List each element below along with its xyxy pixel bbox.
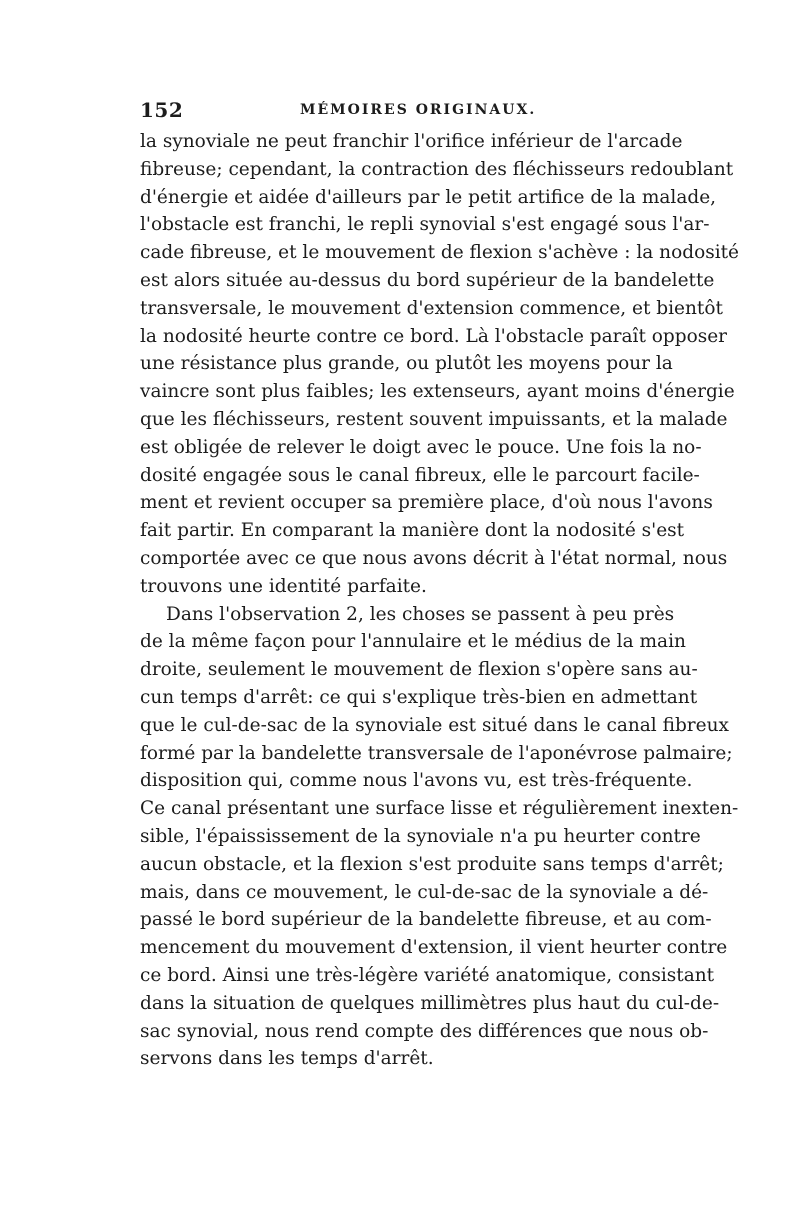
paragraph-start-line: Dans l'observation 2, les choses se passent à peu près [166, 603, 675, 625]
text-line: est obligée de relever le doigt avec le pouce. Une fois la no- [140, 436, 702, 458]
text-line: disposition qui, comme nous l'avons vu, est très-fréquente. [140, 770, 693, 792]
text-line: de la même façon pour l'annulaire et le médius de la main [140, 631, 686, 653]
running-head [140, 98, 660, 122]
text-line: mais, dans ce mouvement, le cul-de-sac de la synoviale a dé- [140, 881, 709, 903]
paragraph-end-line: trouvons une identité parfaite. [140, 575, 427, 597]
text-line: formé par la bandelette transversale de l'aponévrose palmaire; [140, 742, 733, 764]
body-text [140, 128, 740, 1073]
text-line: cun temps d'arrêt: ce qui s'explique très-bien en admettant [140, 686, 698, 708]
text-line: droite, seulement le mouvement de flexion s'opère sans au- [140, 659, 698, 681]
text-line: transversale, le mouvement d'extension commence, et bientôt [140, 297, 723, 319]
text-line: vaincre sont plus faibles; les extenseurs, ayant moins d'énergie [140, 381, 735, 403]
text-line: passé le bord supérieur de la bandelette fibreuse, et au com- [140, 909, 712, 931]
text-line: la nodosité heurte contre ce bord. Là l'obstacle paraît opposer [140, 325, 728, 347]
text-line: mencement du mouvement d'extension, il vient heurter contre [140, 937, 728, 959]
text-line: est alors située au-dessus du bord supérieur de la bandelette [140, 269, 715, 291]
text-line: sac synovial, nous rend compte des différences que nous ob- [140, 1020, 709, 1042]
text-line: d'énergie et aidée d'ailleurs par le petit artifice de la malade, [140, 186, 717, 208]
text-line: que les fléchisseurs, restent souvent impuissants, et la malade [140, 408, 728, 430]
running-title: MÉMOIRES ORIGINAUX. [300, 102, 537, 118]
text-line: une résistance plus grande, ou plutôt les moyens pour la [140, 353, 673, 375]
text-line: Ce canal présentant une surface lisse et régulièrement inexten- [140, 798, 739, 820]
text-line: sible, l'épaississement de la synoviale n'a pu heurter contre [140, 825, 701, 847]
text-line: que le cul-de-sac de la synoviale est situé dans le canal fibreux [140, 714, 729, 736]
text-line: dosité engagée sous le canal fibreux, elle le parcourt facile- [140, 464, 700, 486]
page-number: 152 [140, 98, 184, 122]
text-line: aucun obstacle, et la flexion s'est produite sans temps d'arrêt; [140, 853, 724, 875]
text-line: comportée avec ce que nous avons décrit à l'état normal, nous [140, 547, 728, 569]
text-line: la synoviale ne peut franchir l'orifice inférieur de l'arcade [140, 131, 683, 152]
text-line: fibreuse; cependant, la contraction des fléchisseurs redoublant [140, 158, 734, 180]
text-line: cade fibreuse, et le mouvement de flexion s'achève : la nodosité [140, 242, 740, 264]
text-line: fait partir. En comparant la manière dont la nodosité s'est [140, 520, 685, 542]
paragraph-end-line: servons dans les temps d'arrêt. [140, 1048, 434, 1070]
text-line: ce bord. Ainsi une très-légère variété anatomique, consistant [140, 964, 715, 986]
text-line: dans la situation de quelques millimètres plus haut du cul-de- [140, 992, 720, 1014]
text-line: l'obstacle est franchi, le repli synovial s'est engagé sous l'ar- [140, 214, 710, 236]
text-line: ment et revient occuper sa première place, d'où nous l'avons [140, 492, 713, 514]
